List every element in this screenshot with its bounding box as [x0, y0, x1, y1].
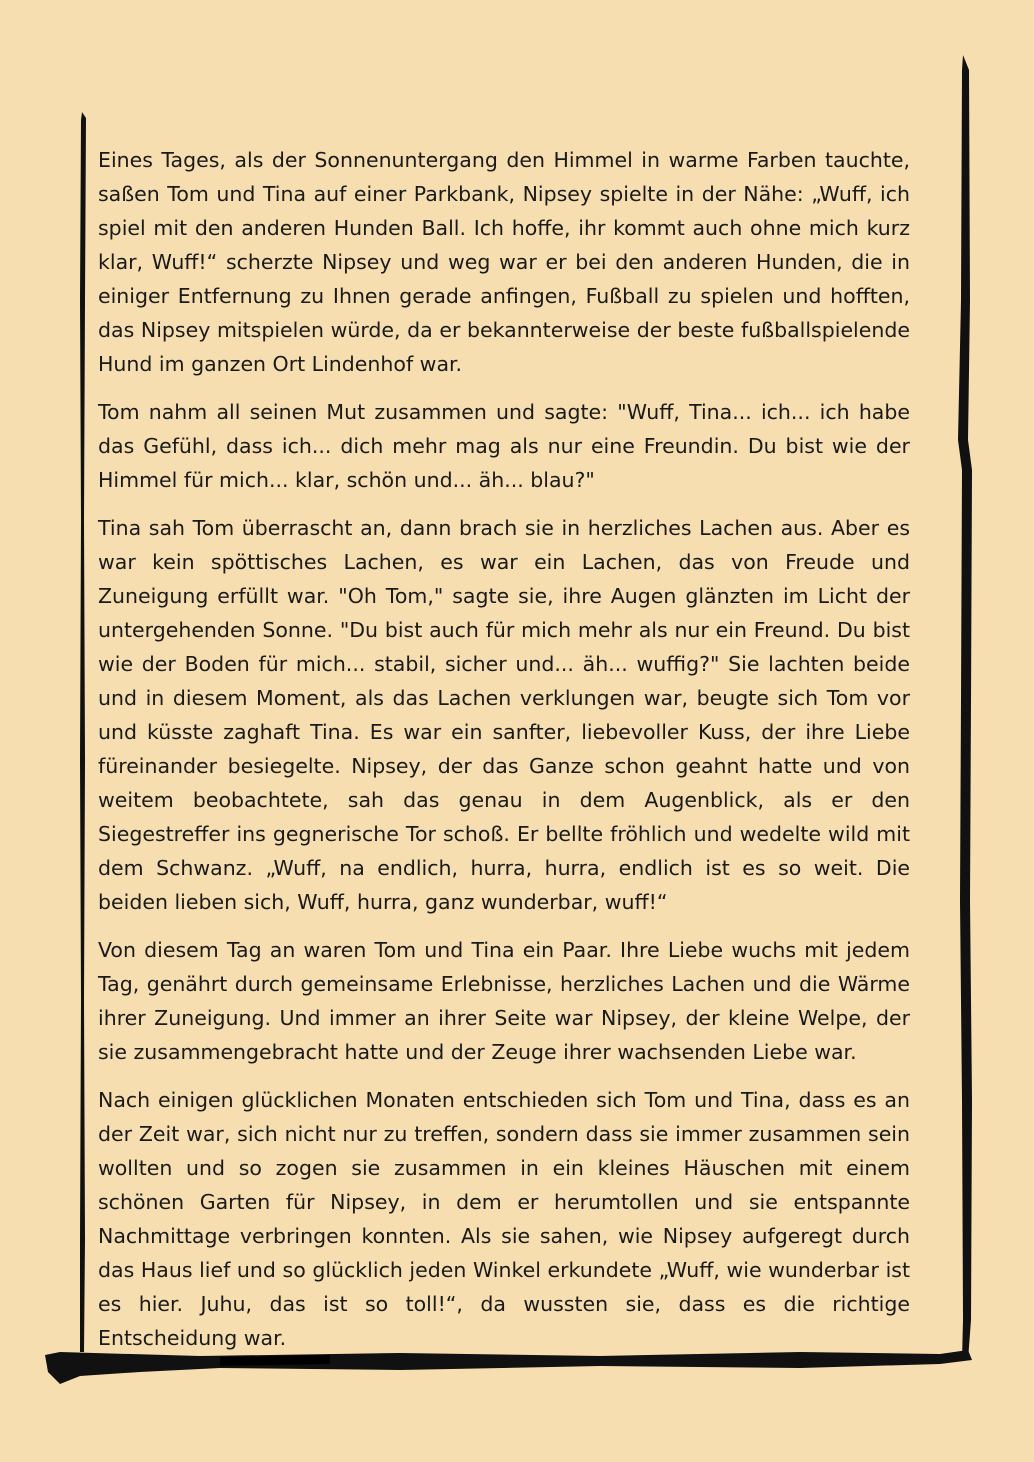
story-paragraph-4: Von diesem Tag an waren Tom und Tina ein Paar. Ihre Liebe wuchs mit jedem Tag, genährt durch gemeinsame Erlebnisse, herzliches Lachen und die Wärme ihrer Zuneigung. Und immer an ihrer Seite war Nipsey, der kleine Welpe, der sie zusammengebracht hatte und der Zeuge ihrer wachsenden Liebe war. — [98, 938, 910, 1064]
story-paragraph-3: Tina sah Tom überrascht an, dann brach sie in herzliches Lachen aus. Aber es war kein spöttisches Lachen, es war ein Lachen, das von Freude und Zuneigung erfüllt war. "Oh Tom," sagte sie, ihre Augen glänzten im Licht der untergehenden Sonne. "Du bist auch für mich mehr als nur ein Freund. Du bist wie der Boden für mich... stabil, sicher und... äh... wuffig?" Sie lachten beide und in diesem Moment, als das Lachen verklungen war, beugte sich Tom vor und küsste zaghaft Tina. Es war ein sanfter, liebevoller Kuss, der ihre Liebe füreinander besiegelte. Nipsey, der das Ganze schon geahnt hatte und von weitem beobachtete, sah das genau in dem Augenblick, als er den Siegestreffer ins gegnerische Tor schoß. Er bellte fröhlich und wedelte wild mit dem Schwanz. „Wuff, na endlich, hurra, hurra, endlich ist es so weit. Die beiden lieben sich, Wuff, hurra, ganz wunderbar, wuff!“ — [98, 516, 910, 914]
story-paragraph-2: Tom nahm all seinen Mut zusammen und sagte: "Wuff, Tina... ich... ich habe das Gefühl, dass ich... dich mehr mag als nur eine Freundin. Du bist wie der Himmel für mich... klar, schön und... äh... blau?" — [98, 400, 910, 492]
story-text — [98, 143, 910, 1369]
story-paragraph-1: Eines Tages, als der Sonnenuntergang den Himmel in warme Farben tauchte, saßen Tom und Tina auf einer Parkbank, Nipsey spielte in der Nähe: „Wuff, ich spiel mit den anderen Hunden Ball. Ich hoffe, ihr kommt auch ohne mich kurz klar, Wuff!“ scherzte Nipsey und weg war er bei den anderen Hunden, die in einiger Entfernung zu Ihnen gerade anfingen, Fußball zu spielen und hofften, das Nipsey mitspielen würde, da er bekannterweise der beste fußballspielende Hund im ganzen Ort Lindenhof war. — [98, 148, 910, 376]
story-paragraph-5: Nach einigen glücklichen Monaten entschieden sich Tom und Tina, dass es an der Zeit war, sich nicht nur zu treffen, sondern dass sie immer zusammen sein wollten und so zogen sie zusammen in ein kleines Häuschen mit einem schönen Garten für Nipsey, in dem er herumtollen und sie entspannte Nachmittage verbringen konnten. Als sie sahen, wie Nipsey aufgeregt durch das Haus lief und so glücklich jeden Winkel erkundete „Wuff, wie wunderbar ist es hier. Juhu, das ist so toll!“, da wussten sie, dass es die richtige Entscheidung war. — [98, 1088, 910, 1350]
